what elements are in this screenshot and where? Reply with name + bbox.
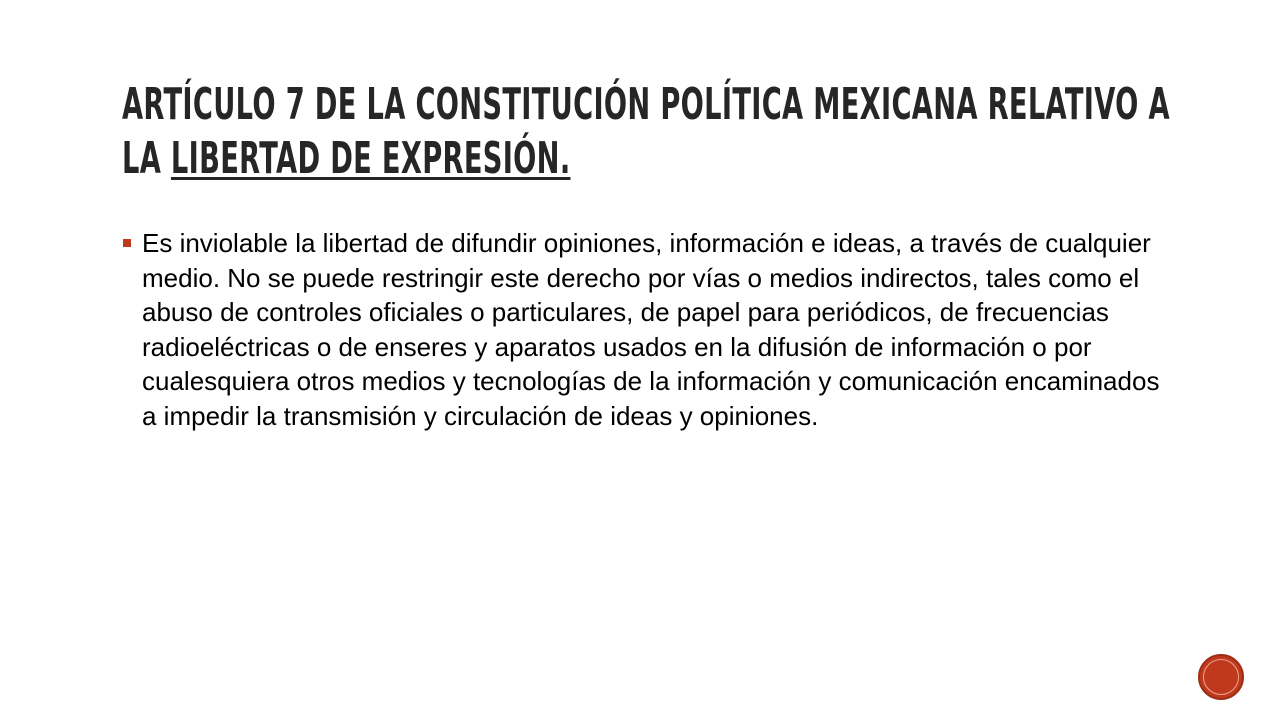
slide-number-badge <box>1198 654 1244 700</box>
slide-title <box>122 78 1188 186</box>
slide-title-link[interactable]: LIBERTAD DE EXPRESIÓN. <box>170 133 571 184</box>
circle-icon <box>1203 659 1239 695</box>
bullet-text: Es inviolable la libertad de difundir opiniones, información e ideas, a través de cualquier medio. No se puede restringir este derecho por vías o medios indirectos, tales como el abuso de controles oficiales o particulares, de papel para periódicos, de frecuencias radioeléctricas o de enseres y aparatos usados en la difusión de información o por cualesquiera otros medios y tecnologías de la información y comunicación encaminados a impedir la transmisión y circulación de ideas y opiniones. <box>142 228 1160 431</box>
bullet-item <box>122 226 1167 433</box>
slide-body <box>122 226 1167 433</box>
slide-title-text: ARTÍCULO 7 DE LA CONSTITUCIÓN POLÍTICA MEXICANA RELATIVO A LA <box>122 79 1170 184</box>
square-bullet-icon <box>123 239 131 247</box>
